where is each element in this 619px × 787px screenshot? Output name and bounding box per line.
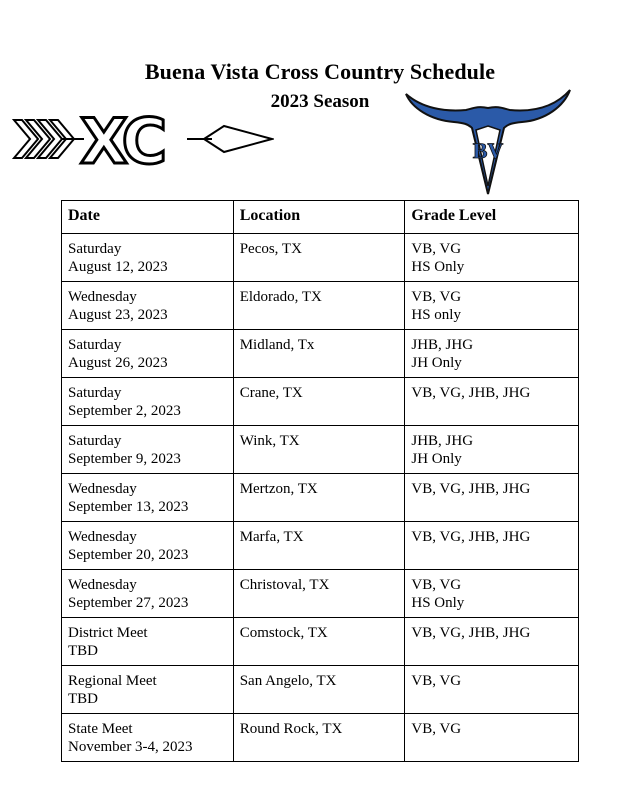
date-cell-line: November 3-4, 2023: [68, 739, 193, 755]
grade-level-cell-line: VB, VG, JHB, JHG: [411, 625, 531, 641]
location-cell: [233, 330, 405, 378]
grade-level-cell: [405, 378, 579, 426]
grade-level-cell: [405, 522, 579, 570]
xc-logo-text: XC: [80, 108, 164, 170]
table-header-row: [62, 201, 579, 234]
date-cell-line: Saturday: [68, 385, 122, 401]
table-row: [62, 474, 579, 522]
grade-level-cell-line: HS Only: [411, 259, 465, 275]
grade-level-cell: [405, 474, 579, 522]
grade-level-cell-line: JHB, JHG: [411, 433, 474, 449]
grade-level-cell-line: HS only: [411, 307, 461, 323]
grade-level-cell-line: VB, VG: [411, 673, 462, 689]
table-row: [62, 714, 579, 762]
date-cell-line: Saturday: [68, 433, 122, 449]
location-cell-line: Christoval, TX: [239, 577, 330, 593]
location-cell: [233, 666, 405, 714]
grade-level-cell-line: HS Only: [411, 595, 465, 611]
grade-level-cell-line: VB, VG: [411, 241, 462, 257]
grade-level-cell: [405, 666, 579, 714]
grade-level-cell: [405, 234, 579, 282]
table-row: [62, 522, 579, 570]
schedule-table: [61, 200, 579, 762]
location-cell-line: Pecos, TX: [239, 241, 302, 257]
date-cell-line: Wednesday: [68, 481, 137, 497]
grade-level-cell: [405, 714, 579, 762]
date-cell-line: District Meet: [68, 625, 148, 641]
date-cell-line: Saturday: [68, 241, 122, 257]
grade-level-cell-line: JH Only: [411, 355, 462, 371]
grade-level-cell-line: VB, VG, JHB, JHG: [411, 385, 531, 401]
date-cell-line: Regional Meet: [68, 673, 157, 689]
date-cell-line: September 13, 2023: [68, 499, 189, 515]
date-cell-line: Saturday: [68, 337, 122, 353]
location-cell: [233, 618, 405, 666]
xc-arrow-logo: [12, 108, 274, 170]
table-row: [62, 618, 579, 666]
column-header-location: Location: [233, 201, 405, 234]
location-cell: [233, 474, 405, 522]
date-cell: [62, 330, 234, 378]
location-cell-line: Eldorado, TX: [239, 289, 322, 305]
grade-level-cell: [405, 330, 579, 378]
location-cell-line: Marfa, TX: [239, 529, 304, 545]
table-row: [62, 330, 579, 378]
table-row: [62, 282, 579, 330]
grade-level-cell: [405, 570, 579, 618]
grade-level-cell-line: JHB, JHG: [411, 337, 474, 353]
location-cell-line: San Angelo, TX: [239, 673, 337, 689]
location-cell-line: Comstock, TX: [239, 625, 328, 641]
location-cell: [233, 282, 405, 330]
table-row: [62, 378, 579, 426]
date-cell: [62, 426, 234, 474]
date-cell-line: TBD: [68, 643, 98, 659]
location-cell: [233, 714, 405, 762]
date-cell-line: State Meet: [68, 721, 133, 737]
table-row: [62, 570, 579, 618]
date-cell: [62, 474, 234, 522]
date-cell-line: Wednesday: [68, 289, 137, 305]
grade-level-cell-line: VB, VG: [411, 577, 462, 593]
location-cell: [233, 378, 405, 426]
date-cell: [62, 618, 234, 666]
date-cell: [62, 378, 234, 426]
table-row: [62, 426, 579, 474]
grade-level-cell-line: VB, VG, JHB, JHG: [411, 529, 531, 545]
grade-level-cell-line: VB, VG: [411, 721, 462, 737]
location-cell-line: Wink, TX: [239, 433, 300, 449]
bv-longhorn-logo: [404, 86, 572, 198]
location-cell-line: Mertzon, TX: [239, 481, 318, 497]
date-cell: [62, 522, 234, 570]
date-cell-line: September 20, 2023: [68, 547, 189, 563]
location-cell: [233, 570, 405, 618]
date-cell-line: TBD: [68, 691, 98, 707]
table-row: [62, 666, 579, 714]
date-cell: [62, 570, 234, 618]
date-cell: [62, 714, 234, 762]
date-cell-line: September 9, 2023: [68, 451, 181, 467]
grade-level-cell: [405, 282, 579, 330]
grade-level-cell: [405, 618, 579, 666]
location-cell: [233, 426, 405, 474]
bv-logo-text: BV: [472, 138, 504, 163]
date-cell-line: September 27, 2023: [68, 595, 189, 611]
date-cell-line: Wednesday: [68, 577, 137, 593]
table-row: [62, 234, 579, 282]
location-cell: [233, 522, 405, 570]
date-cell: [62, 666, 234, 714]
date-cell-line: September 2, 2023: [68, 403, 181, 419]
grade-level-cell-line: VB, VG: [411, 289, 462, 305]
date-cell: [62, 282, 234, 330]
location-cell: [233, 234, 405, 282]
column-header-grade-level: Grade Level: [405, 201, 579, 234]
grade-level-cell-line: VB, VG, JHB, JHG: [411, 481, 531, 497]
season-subtitle: 2023 Season: [270, 91, 370, 112]
location-cell-line: Round Rock, TX: [239, 721, 343, 737]
date-cell: [62, 234, 234, 282]
location-cell-line: Midland, Tx: [239, 337, 315, 353]
date-cell-line: August 12, 2023: [68, 259, 168, 275]
date-cell-line: August 26, 2023: [68, 355, 168, 371]
date-cell-line: Wednesday: [68, 529, 137, 545]
location-cell-line: Crane, TX: [239, 385, 303, 401]
date-cell-line: August 23, 2023: [68, 307, 168, 323]
column-header-date: Date: [62, 201, 234, 234]
grade-level-cell-line: JH Only: [411, 451, 462, 467]
grade-level-cell: [405, 426, 579, 474]
page-title: Buena Vista Cross Country Schedule: [144, 59, 496, 84]
